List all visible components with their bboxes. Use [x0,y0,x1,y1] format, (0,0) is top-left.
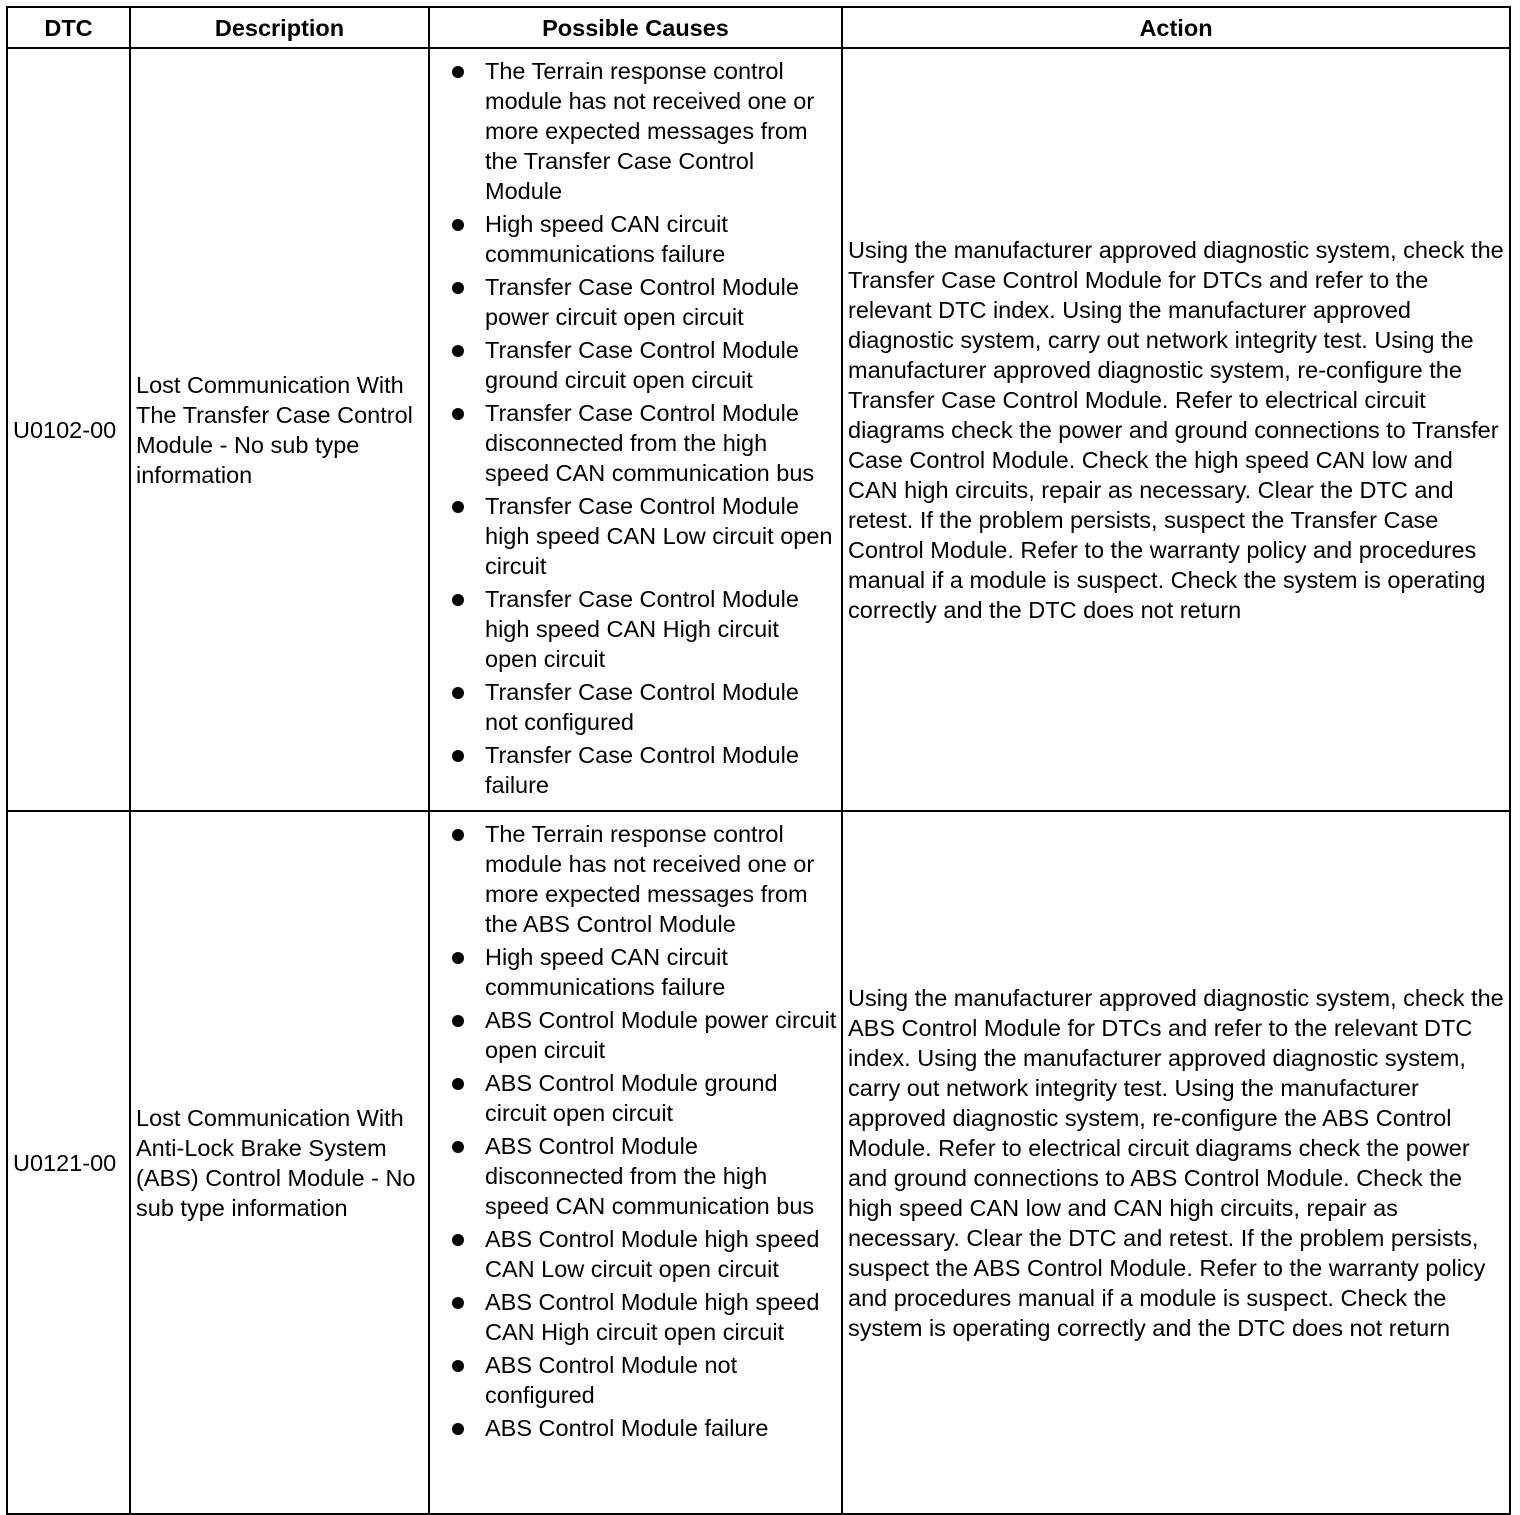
cause-item [430,491,837,581]
cause-text: Transfer Case Control Module ground circuit open circuit [485,337,799,393]
bullet-icon [452,1423,464,1435]
cause-item [430,1350,837,1410]
dtc-code: U0102-00 [7,48,130,811]
dtc-code: U0121-00 [7,811,130,1514]
bullet-icon [452,1234,464,1246]
cause-text: ABS Control Module ground circuit open circuit [485,1070,778,1126]
cause-text: ABS Control Module failure [485,1415,769,1441]
cause-item [430,942,837,1002]
table-row [7,48,1510,811]
cause-text: Transfer Case Control Module failure [485,742,799,798]
cause-item [430,819,837,939]
table-row [7,811,1510,1514]
cause-text: ABS Control Module not configured [485,1352,738,1408]
cause-item [430,740,837,800]
dtc-description: Lost Communication With Anti-Lock Brake System (ABS) Control Module - No sub type information [130,811,429,1514]
cause-item [430,677,837,737]
cause-item [430,1068,837,1128]
header-dtc: DTC [7,7,130,48]
bullet-icon [452,1078,464,1090]
cause-item [430,1224,837,1284]
cause-text: Transfer Case Control Module high speed CAN High circuit open circuit [485,586,799,672]
dtc-action: Using the manufacturer approved diagnostic system, check the ABS Control Module for DTCs and refer to the relevant DTC index. Using the manufacturer approved diagnostic system, carry out network integrity test. Using the manufacturer approved diagnostic system, re-configure the ABS Control Module. Refer to electrical circuit diagrams check the power and ground connections to ABS Control Module. Check the high speed CAN low and CAN high circuits, repair as necessary. Clear the DTC and retest. If the problem persists, suspect the ABS Control Module. Refer to the warranty policy and procedures manual if a module is suspect. Check the system is operating correctly and the DTC does not return [842,811,1510,1514]
bullet-icon [452,282,464,294]
cause-item [430,1131,837,1221]
cause-text: Transfer Case Control Module not configured [485,679,799,735]
cause-text: Transfer Case Control Module high speed CAN Low circuit open circuit [485,493,833,579]
cause-item [430,335,837,395]
bullet-icon [452,952,464,964]
cause-item [430,1413,837,1443]
bullet-icon [452,66,464,78]
header-possible-causes: Possible Causes [429,7,842,48]
bullet-icon [452,408,464,420]
header-row [7,7,1510,48]
cause-text: High speed CAN circuit communications failure [485,211,728,267]
possible-causes-cell [429,48,842,811]
bullet-icon [452,219,464,231]
bullet-icon [452,1297,464,1309]
possible-causes-list [430,819,837,1443]
bullet-icon [452,1360,464,1372]
cause-item [430,1287,837,1347]
cause-text: High speed CAN circuit communications failure [485,944,728,1000]
cause-text: The Terrain response control module has not received one or more expected messages from the Transfer Case Control Module [485,58,815,204]
cause-text: Transfer Case Control Module power circuit open circuit [485,274,799,330]
header-description: Description [130,7,429,48]
cause-item [430,56,837,206]
header-action: Action [842,7,1510,48]
bullet-icon [452,345,464,357]
possible-causes-cell [429,811,842,1514]
cause-text: ABS Control Module power circuit open circuit [485,1007,837,1063]
dtc-table [6,6,1511,1515]
bullet-icon [452,1015,464,1027]
cause-item [430,1005,837,1065]
cause-item [430,584,837,674]
possible-causes-list [430,56,837,800]
cause-text: Transfer Case Control Module disconnected from the high speed CAN communication bus [485,400,815,486]
dtc-description: Lost Communication With The Transfer Case Control Module - No sub type information [130,48,429,811]
cause-text: ABS Control Module high speed CAN High circuit open circuit [485,1289,820,1345]
cause-text: The Terrain response control module has not received one or more expected messages from the ABS Control Module [485,821,815,937]
bullet-icon [452,501,464,513]
bullet-icon [452,594,464,606]
bullet-icon [452,687,464,699]
bullet-icon [452,829,464,841]
cause-text: ABS Control Module disconnected from the high speed CAN communication bus [485,1133,815,1219]
cause-item [430,398,837,488]
cause-item [430,209,837,269]
cause-text: ABS Control Module high speed CAN Low circuit open circuit [485,1226,820,1282]
dtc-action: Using the manufacturer approved diagnostic system, check the Transfer Case Control Module for DTCs and refer to the relevant DTC index. Using the manufacturer approved diagnostic system, carry out network integrity test. Using the manufacturer approved diagnostic system, re-configure the Transfer Case Control Module. Refer to electrical circuit diagrams check the power and ground connections to Transfer Case Control Module. Check the high speed CAN low and CAN high circuits, repair as necessary. Clear the DTC and retest. If the problem persists, suspect the Transfer Case Control Module. Refer to the warranty policy and procedures manual if a module is suspect. Check the system is operating correctly and the DTC does not return [842,48,1510,811]
cause-item [430,272,837,332]
bullet-icon [452,750,464,762]
bullet-icon [452,1141,464,1153]
